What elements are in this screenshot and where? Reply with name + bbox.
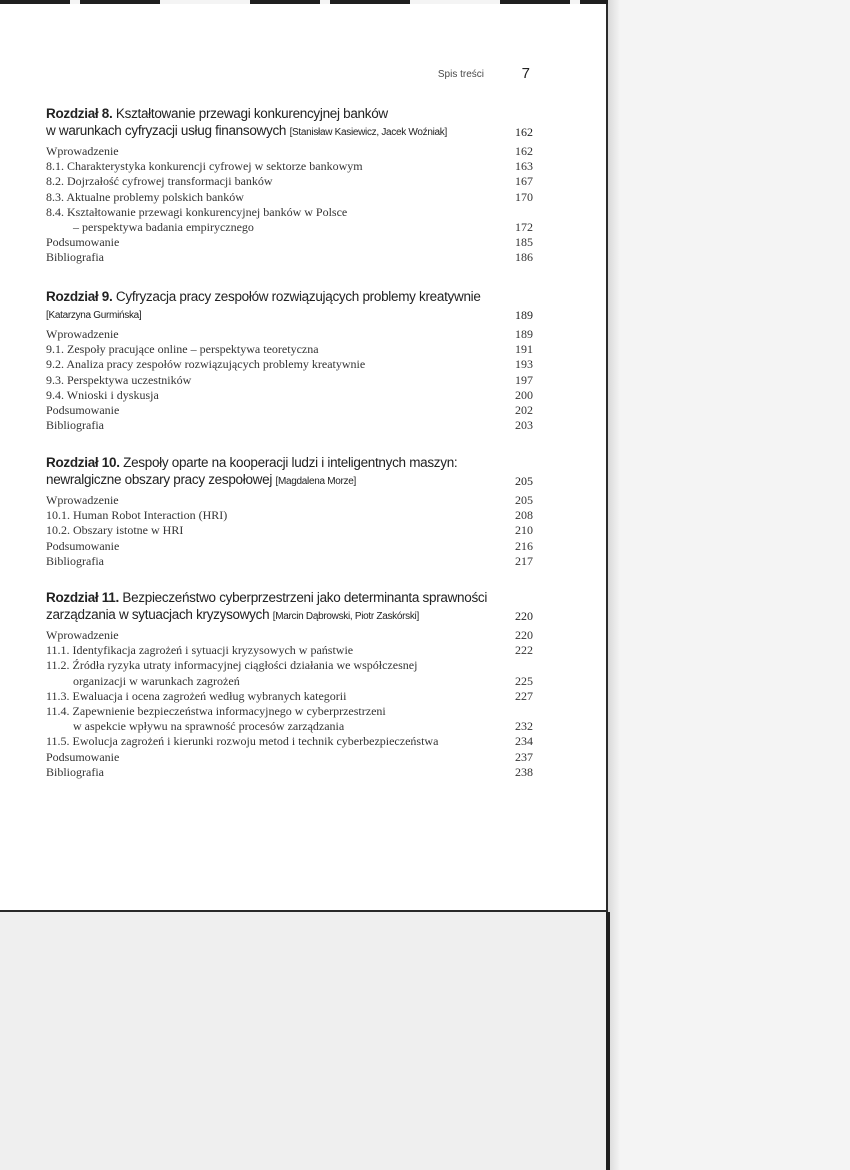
toc-entry: Bibliografia 186 — [46, 250, 533, 265]
chapter-page: 220 — [515, 609, 533, 623]
chapter-authors: [Magdalena Morze] — [275, 476, 356, 487]
chapter-page: 205 — [515, 474, 533, 488]
book-page — [0, 4, 608, 912]
toc-entry: 10.1. Human Robot Interaction (HRI) 208 — [46, 508, 533, 523]
chapter-authors: [Katarzyna Gurmińska] — [46, 310, 142, 321]
toc-entry: 11.5. Ewolucja zagrożeń i kierunki rozwoju metod i technik cyberbezpieczeństwa 234 — [46, 734, 533, 749]
toc-entry: Bibliografia 217 — [46, 553, 533, 568]
chapter-9 — [46, 288, 533, 433]
table-of-contents — [0, 4, 606, 910]
toc-entry: 10.2. Obszary istotne w HRI 210 — [46, 523, 533, 538]
toc-entry: 9.2. Analiza pracy zespołów rozwiązujących problemy kreatywnie 193 — [46, 357, 533, 372]
toc-entry: Bibliografia 238 — [46, 764, 533, 779]
chapter-page: 162 — [515, 125, 533, 139]
toc-entry: Wprowadzenie 205 — [46, 493, 533, 507]
toc-entry: Bibliografia 203 — [46, 418, 533, 433]
chapter-title: Rozdział 8. Kształtowanie przewagi konkurencyjnej banków w warunkach cyfryzacji usług finansowych [Stanisław Kasiewicz, Jacek Woźniak] 162 — [46, 106, 533, 139]
toc-entry: Wprowadzenie 189 — [46, 327, 533, 341]
toc-entry: Podsumowanie 216 — [46, 538, 533, 553]
chapter-page: 189 — [515, 308, 533, 322]
toc-entry: 9.4. Wnioski i dyskusja 200 — [46, 387, 533, 402]
chapter-authors: [Stanisław Kasiewicz, Jacek Woźniak] — [289, 127, 447, 138]
chapter-title: Rozdział 10. Zespoły oparte na kooperacji ludzi i inteligentnych maszyn: newralgiczne obszary pracy zespołowej [Magdalena Morze] 205 — [46, 455, 533, 488]
chapter-11 — [46, 589, 533, 780]
running-title: Spis treści — [437, 69, 484, 80]
toc-entry: Podsumowanie 185 — [46, 235, 533, 250]
toc-entry: Podsumowanie 237 — [46, 749, 533, 764]
chapter-8 — [46, 105, 533, 266]
toc-entry: 9.3. Perspektywa uczestników 197 — [46, 372, 533, 387]
toc-entry: Wprowadzenie 220 — [46, 628, 533, 642]
toc-entry: Podsumowanie 202 — [46, 403, 533, 418]
toc-entry: 11.1. Identyfikacja zagrożeń i sytuacji kryzysowych w państwie 222 — [46, 643, 533, 658]
chapter-title: Rozdział 9. Cyfryzacja pracy zespołów rozwiązujących problemy kreatywnie [Katarzyna Gurmińska] 189 — [46, 289, 533, 322]
chapter-10 — [46, 454, 533, 569]
toc-entry: 11.4. Zapewnienie bezpieczeństwa informacyjnego w cyberprzestrzeni w aspekcie wpływu na sprawność procesów zarządzania 232 — [46, 704, 533, 734]
toc-entry: 11.3. Ewaluacja i ocena zagrożeń według wybranych kategorii 227 — [46, 688, 533, 703]
scan-lower-area — [0, 912, 606, 1170]
scan-edge-line — [606, 912, 610, 1170]
toc-entry: 8.1. Charakterystyka konkurencji cyfrowej w sektorze bankowym 163 — [46, 159, 533, 174]
toc-entry: 11.2. Źródła ryzyka utraty informacyjnej ciągłości działania we współczesnej organizacji w warunkach zagrożeń 225 — [46, 658, 533, 688]
chapter-authors: [Marcin Dąbrowski, Piotr Zaskórski] — [272, 611, 419, 622]
toc-entry: Wprowadzenie 162 — [46, 144, 533, 158]
page-number: 7 — [521, 65, 530, 82]
toc-entry: 8.4. Kształtowanie przewagi konkurencyjnej banków w Polsce – perspektywa badania empirycznego 172 — [46, 204, 533, 235]
toc-entry: 8.3. Aktualne problemy polskich banków 170 — [46, 189, 533, 204]
toc-entry: 8.2. Dojrzałość cyfrowej transformacji banków 167 — [46, 174, 533, 189]
toc-entry: 9.1. Zespoły pracujące online – perspektywa teoretyczna 191 — [46, 342, 533, 357]
chapter-title: Rozdział 11. Bezpieczeństwo cyberprzestrzeni jako determinanta sprawności zarządzania w sytuacjach kryzysowych [Marcin Dąbrowski, Piotr Zaskórski] 220 — [46, 590, 533, 623]
